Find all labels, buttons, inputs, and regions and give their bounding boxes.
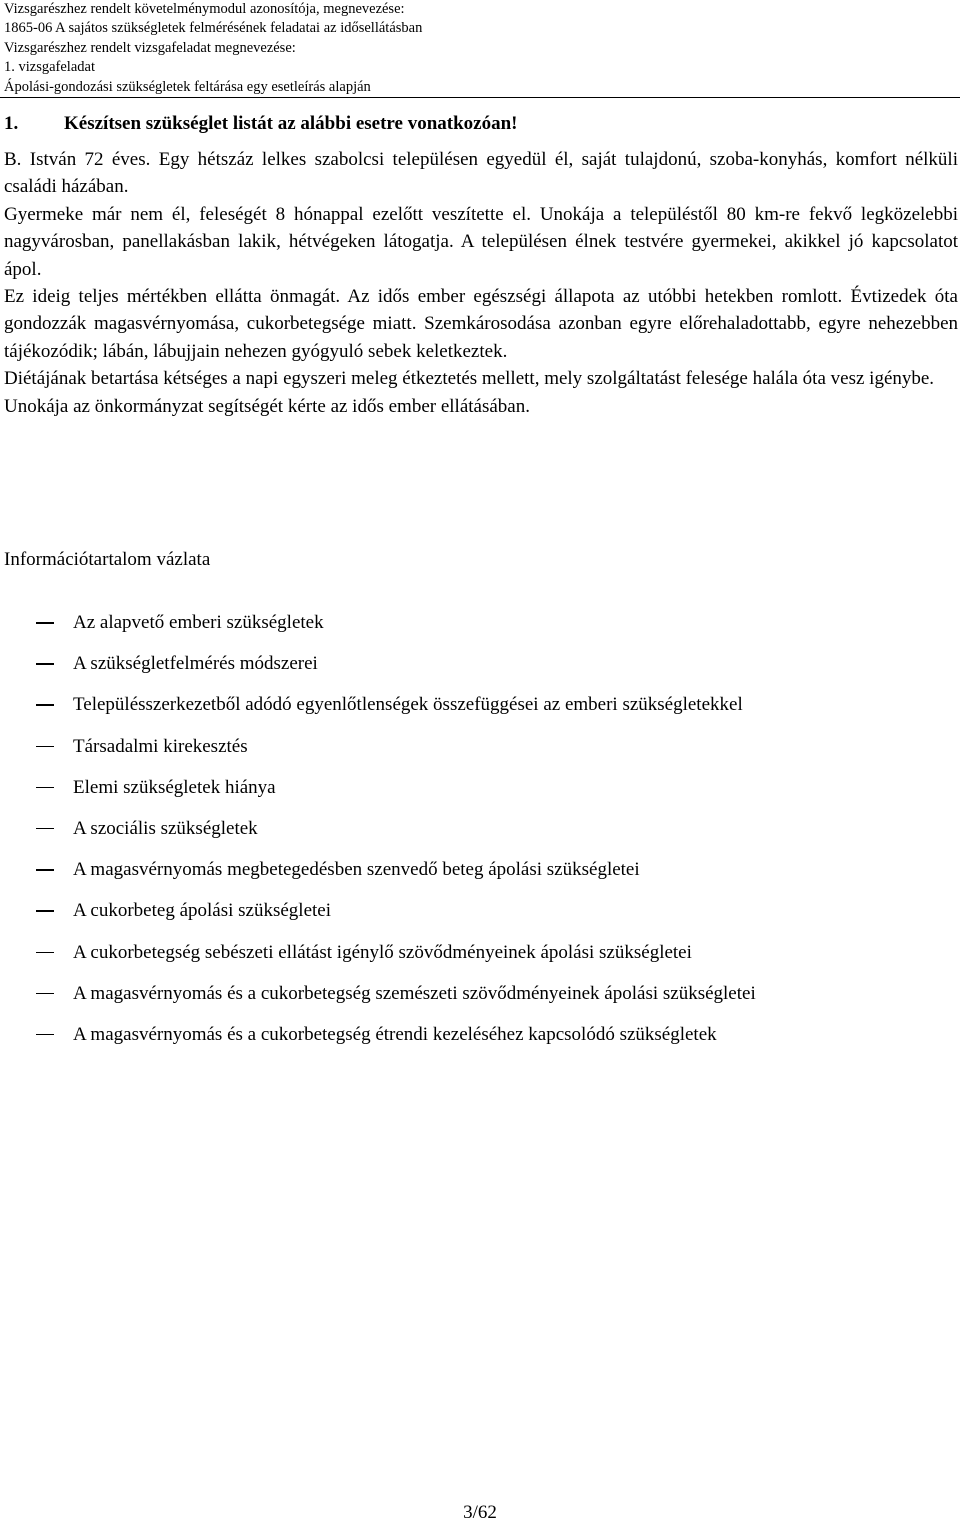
list-item: [36, 774, 956, 815]
list-item-label: A magasvérnyomás és a cukorbetegség étrendi kezeléséhez kapcsolódó szükségletek: [73, 1023, 717, 1045]
dash-icon: [36, 952, 54, 954]
list-item-label: Elemi szükségletek hiánya: [73, 776, 276, 798]
list-item: [36, 815, 956, 856]
case-paragraph: Gyermeke már nem él, feleségét 8 hónappal ezelőtt veszítette el. Unokája a településtől 80 km-re fekvő legközelebbi nagyvárosban, panellakásban lakik, hétvégeken látogatja. A településen élnek testvére gyermekei, akikkel jó kapcsolatot ápol.: [4, 203, 958, 280]
task-title: Készítsen szükséglet listát az alábbi esetre vonatkozóan!: [64, 113, 518, 134]
list-item-label: A magasvérnyomás és a cukorbetegség szemészeti szövődményeinek ápolási szükségletei: [73, 982, 756, 1004]
list-item: [36, 939, 956, 980]
list-item-label: Társadalmi kirekesztés: [73, 735, 248, 757]
list-item-label: A cukorbetegség sebészeti ellátást igénylő szövődményeinek ápolási szükségletei: [73, 941, 692, 963]
list-item: [36, 856, 956, 897]
list-item: [36, 980, 956, 1021]
header-line: Vizsgarészhez rendelt követelménymodul azonosítója, megnevezése:: [4, 1, 405, 17]
case-paragraph: Unokája az önkormányzat segítségét kérte az idős ember ellátásában.: [4, 395, 530, 417]
dash-icon: [36, 869, 54, 871]
list-item-label: A szociális szükségletek: [73, 817, 258, 839]
dash-icon: [36, 1034, 54, 1036]
dash-icon: [36, 746, 54, 748]
list-item-label: Településszerkezetből adódó egyenlőtlenségek összefüggései az emberi szükségletekkel: [73, 694, 743, 716]
list-item: [36, 897, 956, 938]
list-item-label: A cukorbeteg ápolási szükségletei: [73, 900, 332, 922]
info-outline-title: Információtartalom vázlata: [4, 549, 211, 570]
document-header: [4, 0, 954, 97]
case-paragraph: B. István 72 éves. Egy hétszáz lelkes szabolcsi településen egyedül él, saját tulajdonú, szoba-konyhás, komfort nélküli családi házában.: [4, 149, 958, 198]
dash-icon: [36, 828, 54, 830]
task-number: 1.: [4, 113, 19, 134]
case-paragraph: Diétájának betartása kétséges a napi egyszeri meleg étkeztetés mellett, mely szolgáltatást felesége halála óta vesz igénybe.: [4, 368, 935, 390]
header-line: 1. vizsgafeladat: [4, 59, 95, 76]
list-item: [36, 609, 956, 650]
task-heading: [4, 111, 954, 137]
dash-icon: [36, 704, 54, 706]
info-outline-list: [36, 609, 956, 1062]
header-line: Ápolási-gondozási szükségletek feltárása egy esetleírás alapján: [4, 78, 371, 95]
dash-icon: [36, 622, 54, 624]
dash-icon: [36, 910, 54, 912]
list-item-label: A magasvérnyomás megbetegedésben szenvedő beteg ápolási szükségletei: [73, 859, 640, 881]
dash-icon: [36, 787, 54, 789]
dash-icon: [36, 993, 54, 995]
list-item: [36, 691, 956, 732]
list-item-label: A szükségletfelmérés módszerei: [73, 653, 318, 675]
case-paragraph: Ez ideig teljes mértékben ellátta önmagát. Az idős ember egészségi állapota az utóbbi hetekben romlott. Évtizedek óta gondozzák magasvérnyomása, cukorbetegsége miatt. Szemkárosodása azonban egyre előrehaladottabb, egyre nehezebben tájékozódik; lábán, lábujjain nehezen gyógyuló sebek keletkeztek.: [4, 286, 958, 362]
list-item: [36, 733, 956, 774]
header-divider: [0, 97, 960, 98]
header-line: Vizsgarészhez rendelt vizsgafeladat megnevezése:: [4, 39, 296, 56]
list-item: [36, 650, 956, 691]
header-line: 1865-06 A sajátos szükségletek felmérésének feladatai az idősellátásban: [4, 20, 423, 37]
list-item-label: Az alapvető emberi szükségletek: [73, 612, 324, 633]
case-description: [4, 146, 958, 420]
list-item: [36, 1021, 956, 1062]
page-number: 3/62: [463, 1502, 497, 1523]
dash-icon: [36, 663, 54, 665]
